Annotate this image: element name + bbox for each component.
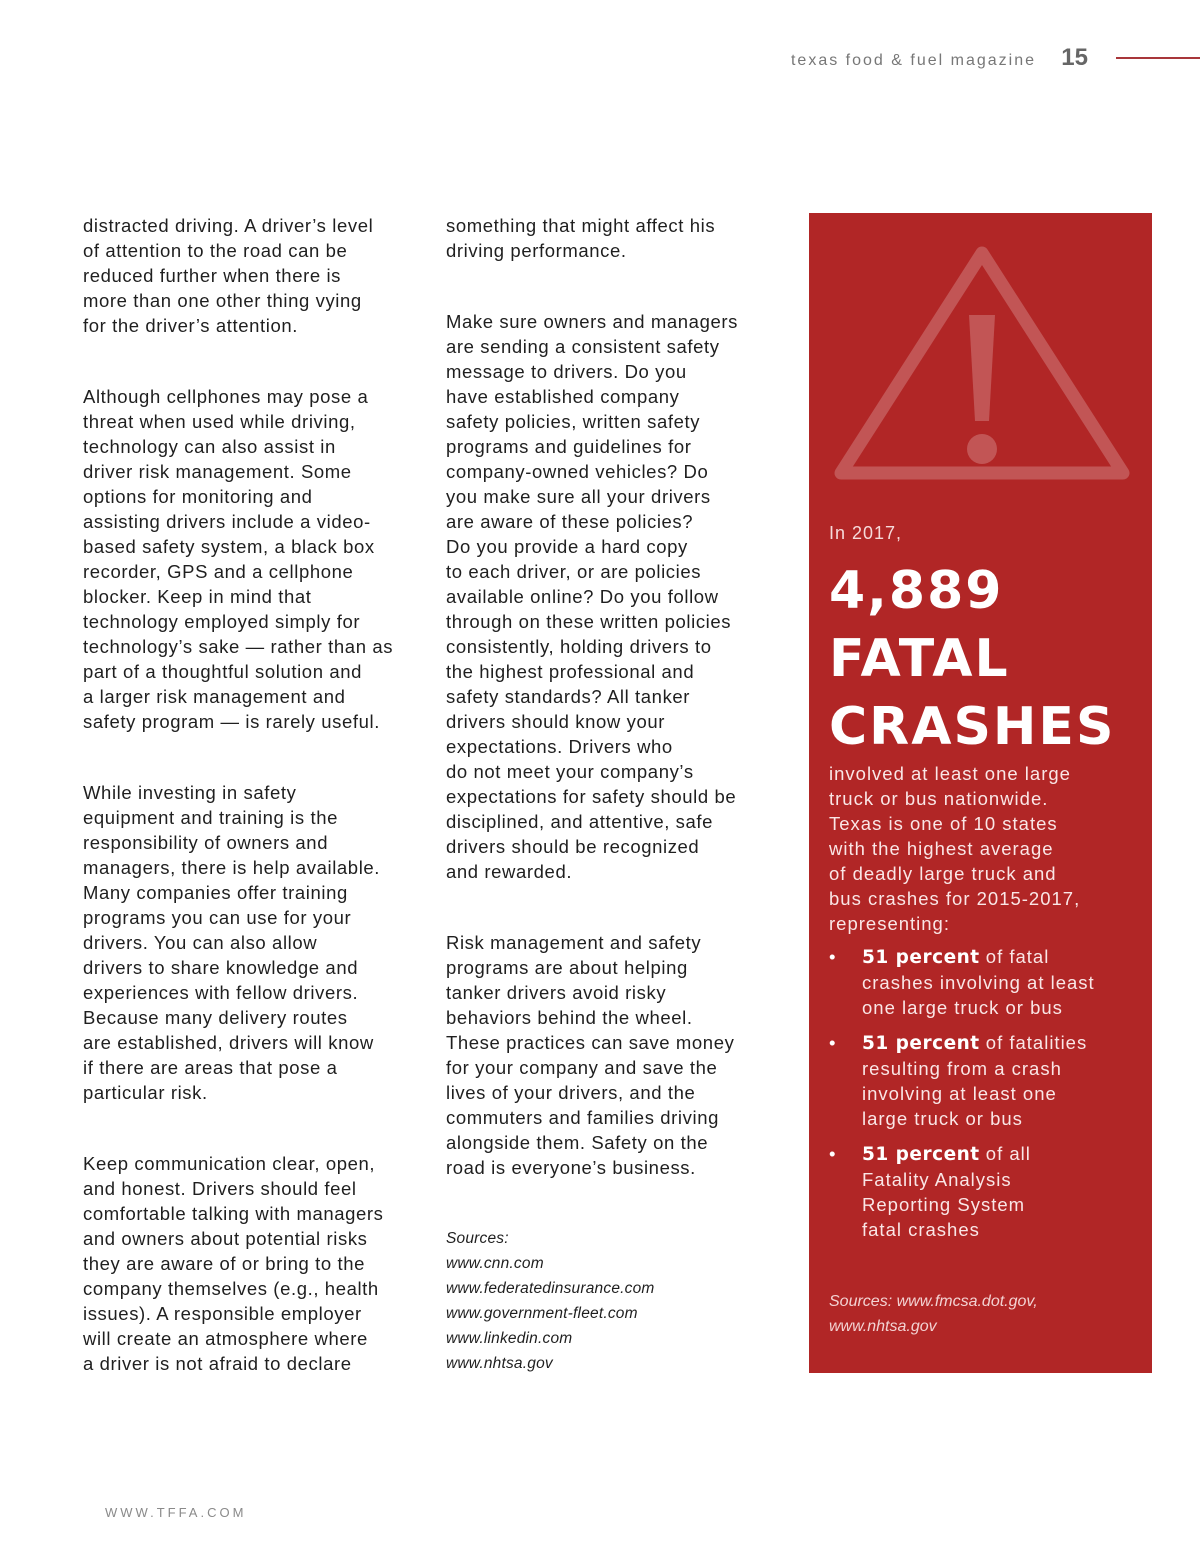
stat-bullet [829, 1141, 1139, 1242]
paragraph: While investing in safety equipment and training is the responsibility of owners and managers, there is help available. Many companies offer training programs you can use for your drivers. You can also allow drivers to share knowledge and experiences with fellow drivers. Because many delivery routes are established, drivers will know if there are areas that pose a particular risk. [83, 782, 381, 1103]
page-header [760, 44, 1200, 74]
bullet-bold: 51 percent [862, 947, 980, 968]
paragraph: Although cellphones may pose a threat when used while driving, technology can also assist in driver risk management. Some options for monitoring and assisting drivers include a video- based safety system, a black box recorder, GPS and a cellphone blocker. Keep in mind that technology employed simply for technology’s sake — rather than as part of a thoughtful solution and a larger risk management and safety program — is rarely useful. [83, 386, 394, 732]
stat-bullet [829, 1030, 1139, 1131]
stat-number: 4,889 [829, 561, 1004, 621]
bullet-text: of fatalities resulting from a crash involving at least one large truck or bus [862, 1032, 1088, 1129]
stat-headline [829, 557, 1115, 761]
stat-bullet [829, 944, 1139, 1020]
bullet-icon: • [829, 1032, 837, 1053]
footer-website[interactable]: WWW.TFFA.COM [105, 1505, 247, 1520]
magazine-name: texas food & fuel magazine [790, 52, 1036, 69]
article-sources [446, 1226, 776, 1376]
source-link[interactable]: www.nhtsa.gov [446, 1355, 553, 1372]
bullet-bold: 51 percent [862, 1033, 980, 1054]
stat-sidebar [809, 213, 1152, 1373]
sidebar-sources: Sources: www.fmcsa.dot.gov, www.nhtsa.gov [829, 1293, 1038, 1335]
source-link[interactable]: www.cnn.com [446, 1255, 544, 1272]
article-column-2 [446, 213, 776, 1376]
bullet-icon: • [829, 946, 837, 967]
stat-intro: In 2017, [829, 523, 903, 543]
bullet-icon: • [829, 1143, 837, 1164]
header-rule [1116, 57, 1200, 59]
stat-line-fatal: FATAL [829, 629, 1010, 689]
stat-body: involved at least one large truck or bus nationwide. Texas is one of 10 states with the highest average of deadly large truck and bus crashes for 2015-2017, representing: [829, 763, 1081, 934]
paragraph: Make sure owners and managers are sending a consistent safety message to drivers. Do you have established company safety policies, written safety programs and guidelines for company-owned vehicles? Do you make sure all your drivers are aware of these policies? Do you provide a hard copy to each driver, or are policies available online? Do you follow through on these written policies consistently, holding drivers to the highest professional and safety standards? All tanker drivers should know your expectations. Drivers who do not meet your company’s expectations for safety should be disciplined, and attentive, safe drivers should be recognized and rewarded. [446, 311, 738, 882]
page-number: 15 [1061, 44, 1088, 71]
source-link[interactable]: www.government-fleet.com [446, 1305, 638, 1322]
stat-line-crashes: CRASHES [829, 697, 1116, 757]
stat-bullet-list [829, 944, 1139, 1252]
source-link[interactable]: www.linkedin.com [446, 1330, 573, 1347]
sources-label: Sources: [446, 1230, 509, 1247]
bullet-text: of fatal crashes involving at least one large truck or bus [862, 946, 1095, 1018]
article-column-1 [83, 213, 413, 1422]
bullet-text: of all Fatality Analysis Reporting System fatal crashes [862, 1143, 1031, 1240]
paragraph: Risk management and safety programs are about helping tanker drivers avoid risky behaviors behind the wheel. These practices can save money for your company and save the lives of your drivers, and the commuters and families driving alongside them. Safety on the road is everyone’s business. [446, 932, 735, 1178]
paragraph: Keep communication clear, open, and honest. Drivers should feel comfortable talking with managers and owners about potential risks they are aware of or bring to the company themselves (e.g., health issues). A responsible employer will create an atmosphere where a driver is not afraid to declare [83, 1153, 384, 1374]
bullet-bold: 51 percent [862, 1144, 980, 1165]
paragraph: something that might affect his driving performance. [446, 215, 716, 261]
paragraph: distracted driving. A driver’s level of attention to the road can be reduced further when there is more than one other thing vying for the driver’s attention. [83, 215, 374, 336]
source-link[interactable]: www.federatedinsurance.com [446, 1280, 655, 1297]
warning-triangle-icon [827, 235, 1137, 493]
